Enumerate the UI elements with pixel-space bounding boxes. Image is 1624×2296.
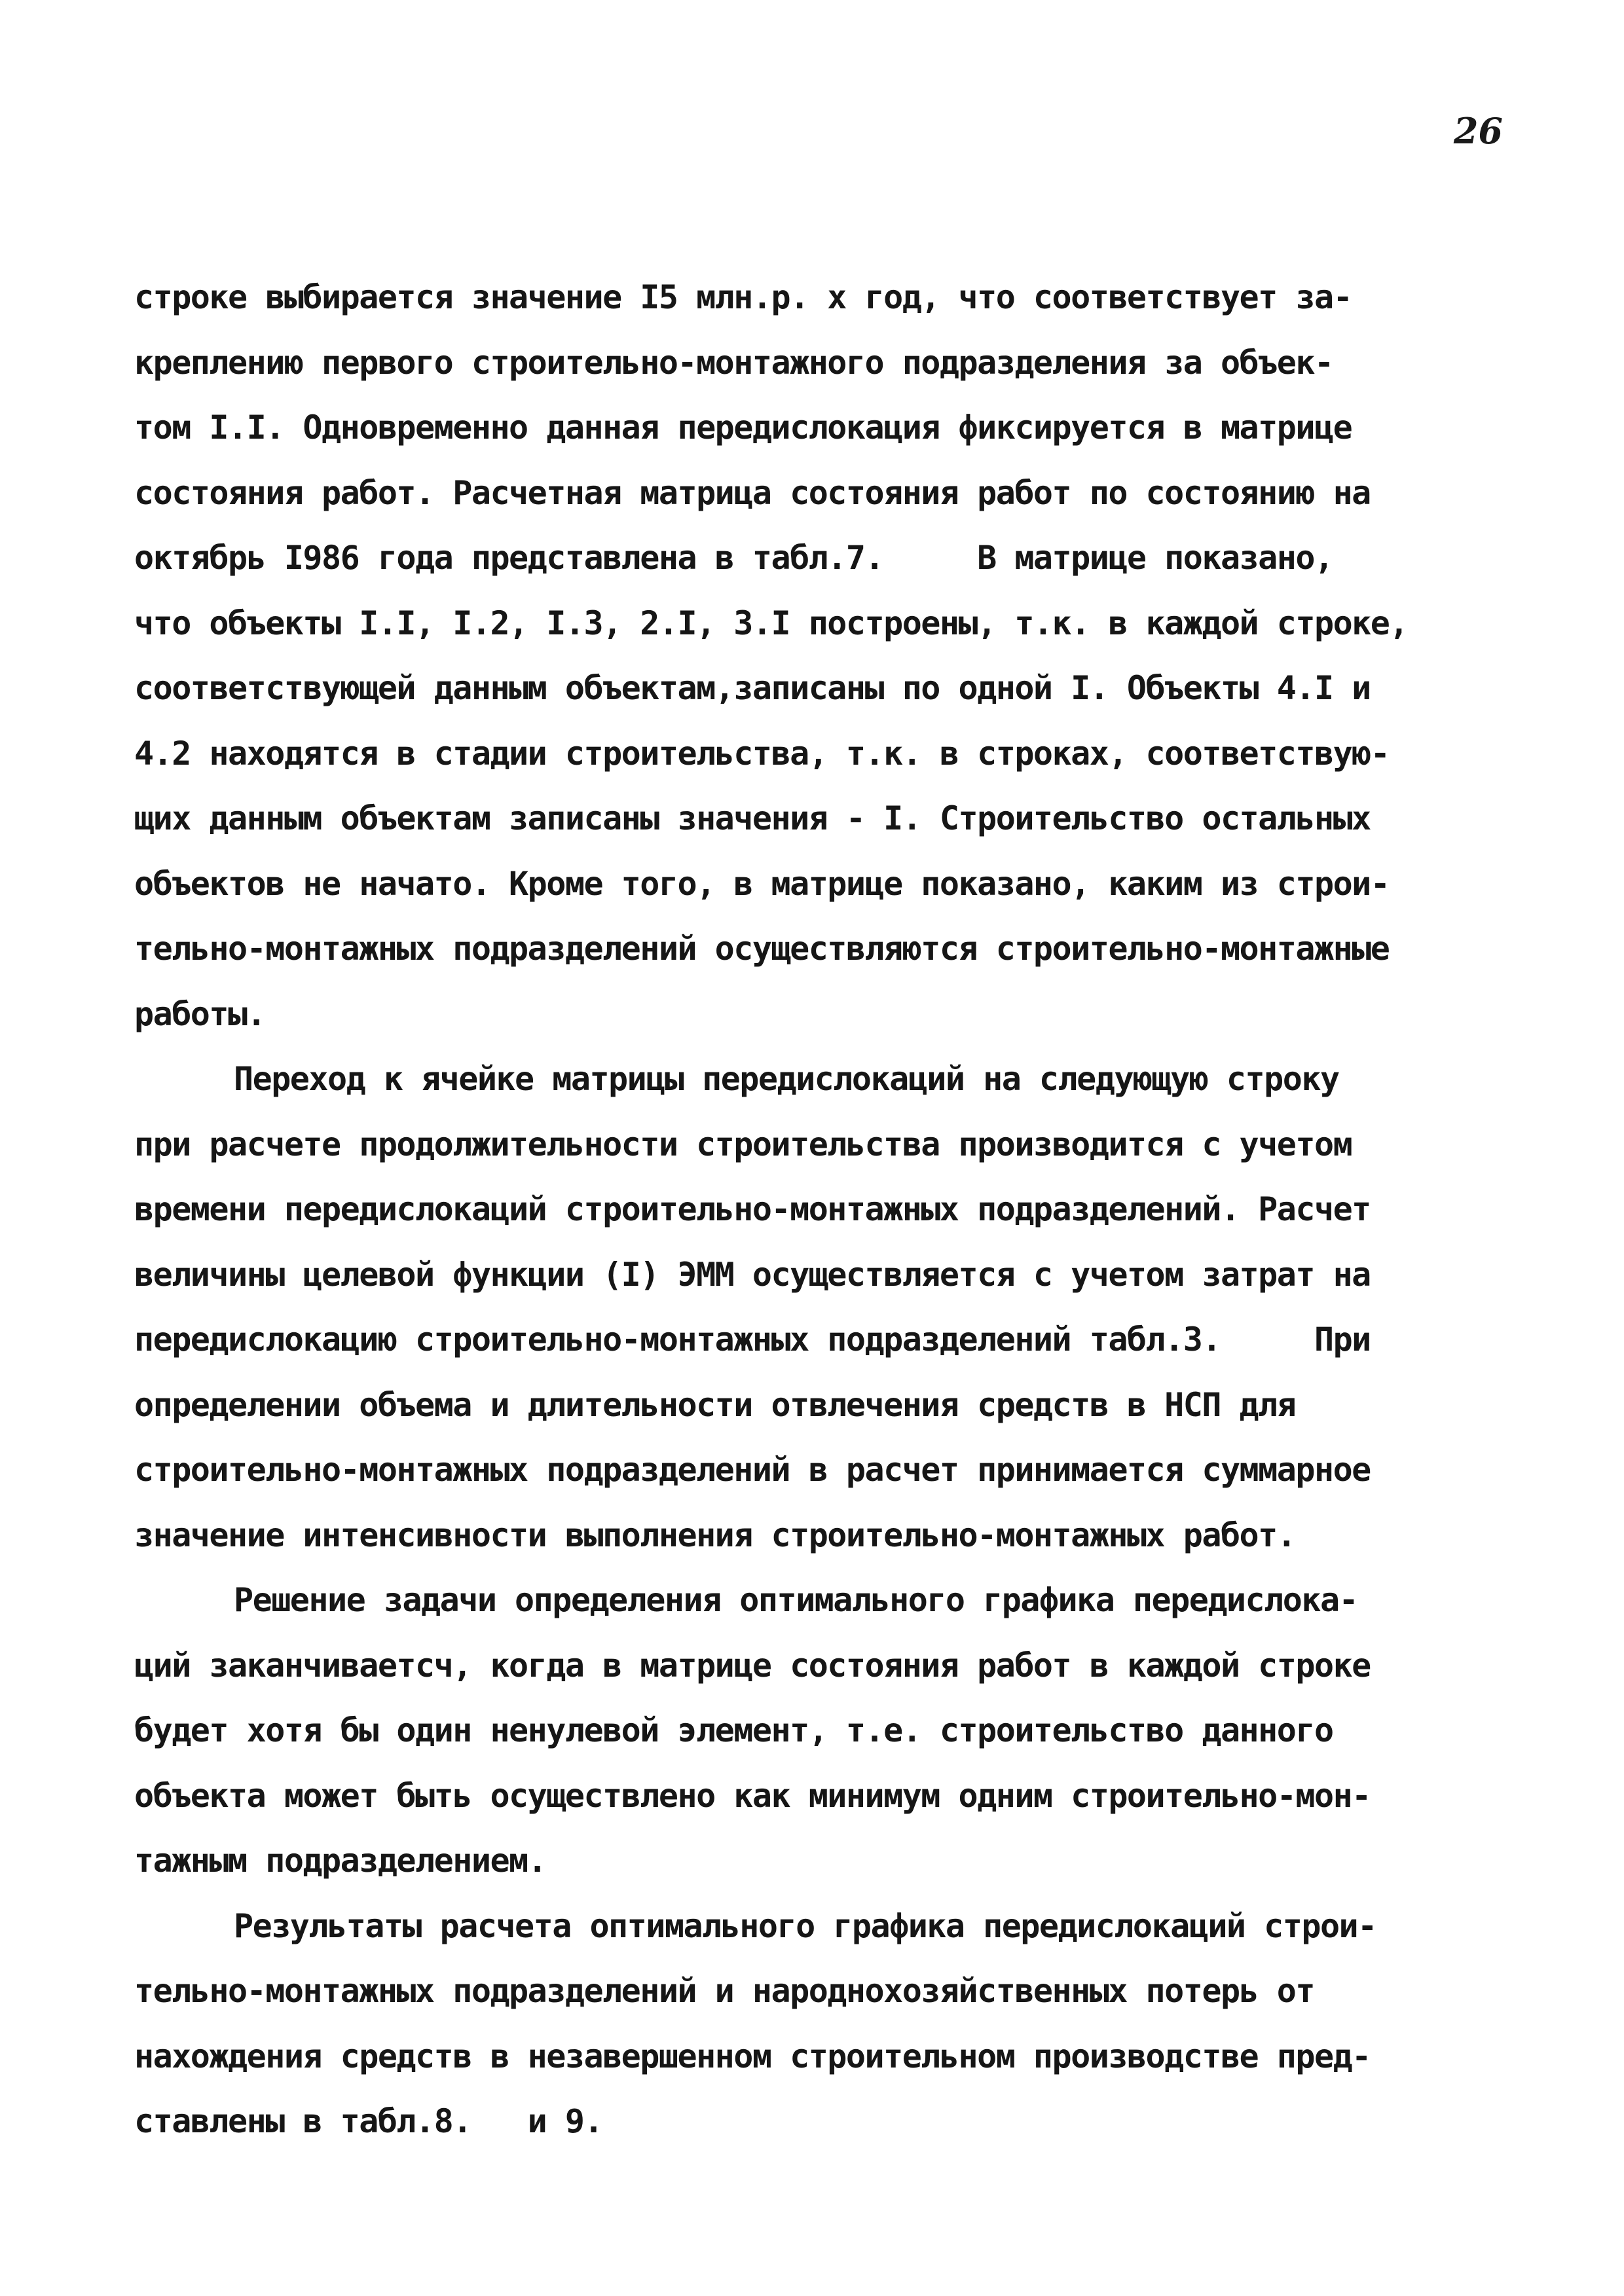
text-line: тажным подразделением. [134,1842,547,1880]
text-line: 4.2 находятся в стадии строительства, т.к. в строках, соответствую- [134,734,1390,773]
text-line: при расчете продолжительности строительства производится с учетом [134,1125,1352,1163]
text-line: объекта может быть осуществлено как минимум одним строительно-мон- [134,1776,1371,1815]
text-line: времени передислокаций строительно-монтажных подразделений. Расчет [134,1190,1371,1228]
text-line: щих данным объектам записаны значения - I. Строительство остальных [134,799,1371,837]
text-line: состояния работ. Расчетная матрица состояния работ по состоянию на [134,473,1371,512]
text-line: тельно-монтажных подразделений и народнохозяйственных потерь от [134,1972,1314,2010]
paragraph-first-line: Решение задачи определения оптимального графика передислока- [234,1581,1358,1619]
text-line: том I.I. Одновременно данная передислокация фиксируется в матрице [134,409,1352,446]
body-text [134,265,1522,2155]
text-line: будет хотя бы один ненулевой элемент, т.е. строительство данного [134,1711,1333,1749]
text-line: креплению первого строительно-монтажного подразделения за объек- [134,343,1333,382]
text-line: определении объема и длительности отвлечения средств в НСП для [134,1385,1296,1424]
text-line: строке выбирается значение I5 млн.р. х год, что соответствует за- [134,278,1352,316]
text-line: величины целевой функции (I) ЭММ осуществляется с учетом затрат на [134,1255,1371,1294]
text-line: что объекты I.I, I.2, I.3, 2.I, 3.I построены, т.к. в каждой строке, [134,604,1408,642]
text-line: тельно-монтажных подразделений осуществляются строительно-монтажные [134,930,1390,968]
text-line: передислокацию строительно-монтажных подразделений табл.3. При [134,1321,1371,1358]
text-line: октябрь I986 года представлена в табл.7. В матрице показано, [134,539,1333,577]
paragraph-first-line: Результаты расчета оптимального графика передислокаций строи- [234,1906,1376,1945]
text-line: работы. [134,994,266,1033]
paragraph-first-line: Переход к ячейке матрицы передислокаций на следующую строку [234,1060,1339,1098]
text-line: ций заканчиваетсч, когда в матрице состояния работ в каждой строке [134,1646,1371,1685]
page-number: 26 [1453,110,1503,152]
text-line: нахождения средств в незавершенном строительном производстве пред- [134,2037,1371,2075]
text-line: объектов не начато. Кроме того, в матрице показано, каким из строи- [134,864,1390,903]
text-line: ставлены в табл.8. и 9. [134,2102,603,2140]
text-line: соответствующей данным объектам,записаны по одной I. Объекты 4.I и [134,669,1371,707]
text-line: строительно-монтажных подразделений в расчет принимается суммарное [134,1451,1371,1489]
text-line: значение интенсивности выполнения строительно-монтажных работ. [134,1516,1296,1554]
